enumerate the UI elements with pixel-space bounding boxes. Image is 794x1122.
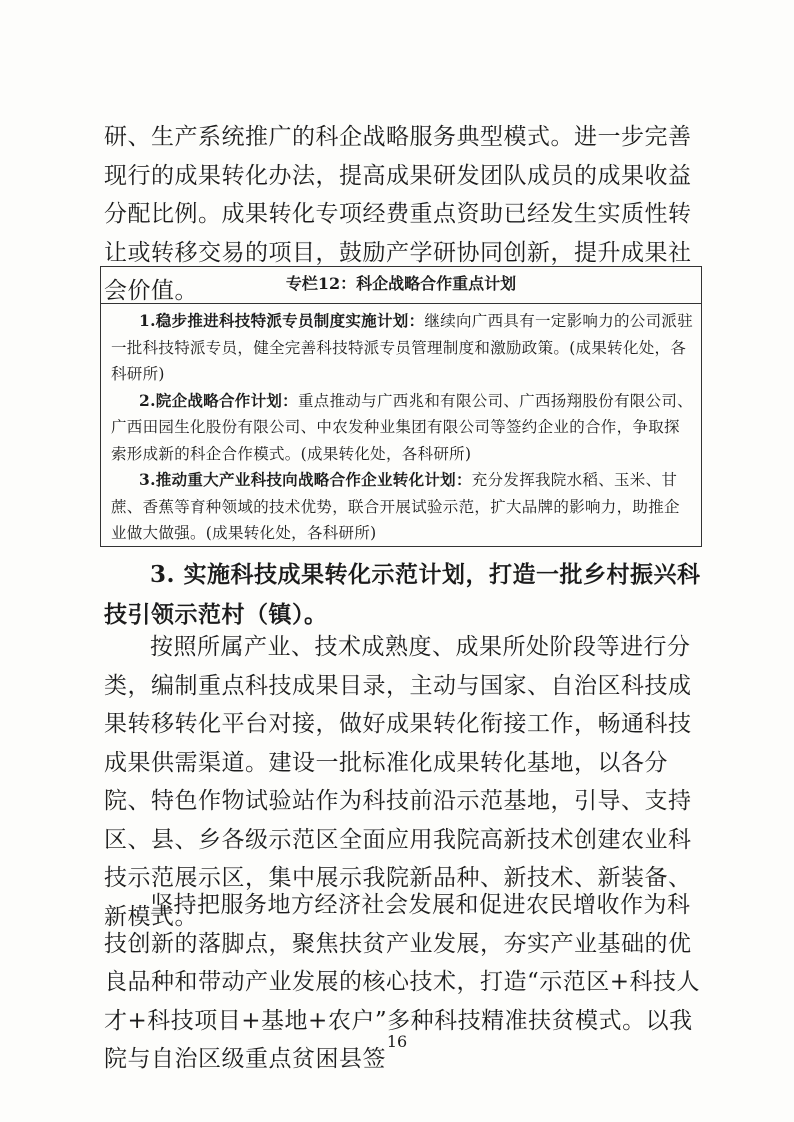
box-item-heading: 1.稳步推进科技特派专员制度实施计划： xyxy=(139,311,425,330)
feature-box-body xyxy=(101,304,701,547)
box-item-text: 充分发挥我院水稻、玉米、甘蔗、香蕉等育种领域的技术优势，联合开展试验示范，扩大品牌的影响力，助推企业做大做强。(成果转化处，各科研所) xyxy=(111,471,680,542)
section-heading: 3. 实施科技成果转化示范计划，打造一批乡村振兴科技引领示范村（镇）。 xyxy=(104,561,701,628)
box-item-text: 重点推动与广西兆和有限公司、广西扬翔股份有限公司、广西田园生化股份有限公司、中农发种业集团有限公司等签约企业的合作，争取探索形成新的科企合作模式。(成果转化处，各科研所) xyxy=(111,391,693,463)
page-number: 16 xyxy=(386,1032,408,1051)
box-item xyxy=(111,388,695,468)
box-item xyxy=(111,308,695,388)
paragraph-intro: 研、生产系统推广的科企战略服务典型模式。进一步完善现行的成果转化办法，提高成果研发团队成员的成果收益分配比例。成果转化专项经费重点资助已经发生实质性转让或转移交易的项目，鼓励产学研协同创新，提升成果社会价值。 xyxy=(104,124,692,304)
paragraph-poverty: 坚持把服务地方经济社会发展和促进农民增收作为科技创新的落脚点，聚焦扶贫产业发展，夯实产业基础的优良品种和带动产业发展的核心技术，打造“示范区+科技人才+科技项目+基地+农户”多种科技精准扶贫模式。以我院与自治区级重点贫困县签 xyxy=(104,892,701,1072)
feature-box-title: 专栏12：科企战略合作重点计划 xyxy=(101,267,701,304)
box-item-heading: 2.院企战略合作计划： xyxy=(139,390,298,410)
feature-box xyxy=(100,266,702,547)
box-item xyxy=(111,467,695,547)
box-item-heading: 3.推动重大产业科技向战略合作企业转化计划： xyxy=(139,470,472,489)
paragraph-catalog: 按照所属产业、技术成熟度、成果所处阶段等进行分类，编制重点科技成果目录，主动与国家、自治区科技成果转移转化平台对接，做好成果转化衔接工作，畅通科技成果供需渠道。建设一批标准化成果转化基地，以各分院、特色作物试验站作为科技前沿示范基地，引导、支持区、县、乡各级示范区全面应用我院高新技术创建农业科技示范展示区，集中展示我院新品种、新技术、新装备、新模式。 xyxy=(104,634,692,930)
box-item-text: 继续向广西具有一定影响力的公司派驻一批科技特派专员，健全完善科技特派专员管理制度和激励政策。(成果转化处，各科研所) xyxy=(111,312,693,383)
